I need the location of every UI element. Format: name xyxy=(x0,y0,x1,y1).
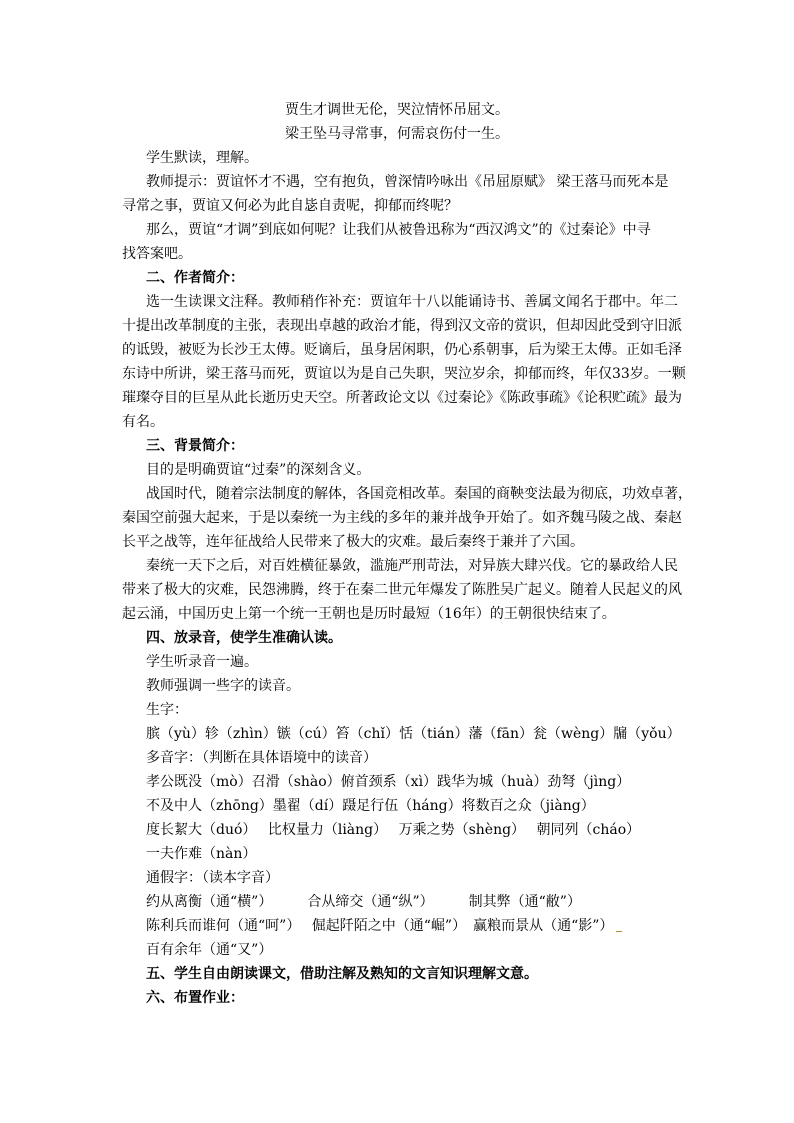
loanword-line: 百有余年（通“又”） xyxy=(146,942,273,958)
paragraph-line: 秦统一天下之后，对百姓横征暴敛，滥施严刑苛法，对异族大肆兴伐。它的暴政给人民 xyxy=(146,558,678,574)
paragraph-line: 带来了极大的灾难，民怨沸腾，终于在秦二世元年爆发了陈胜吴广起义。随着人民起义的风 xyxy=(122,582,682,598)
pronunciation-line: 孝公既没（mò）召滑（shào）俯首颈系（xì）践华为城（huà）劲弩（jìng） xyxy=(146,774,631,790)
paragraph-line: 长平之战等，连年征战给人民带来了极大的灾难。最后秦终于兼并了六国。 xyxy=(122,534,584,550)
paragraph-line: 的诋毁，被贬为长沙王太傅。贬谪后，虽身居闲职，仍心系朝事，后为梁王太傅。正如毛泽 xyxy=(122,342,682,358)
paragraph-line: 找答案吧。 xyxy=(122,246,192,262)
paragraph-line: 起云涌，中国历史上第一个统一王朝也是历时最短（16年）的王朝很快结束了。 xyxy=(122,606,616,622)
paragraph-line: 寻常之事，贾谊又何必为此自毖自责呢，抑郁而终呢？ xyxy=(122,198,458,214)
paragraph-line: 教师提示：贾谊怀才不遇，空有抱负，曾深情吟咏出《吊屈原赋》 梁王落马而死本是 xyxy=(146,174,669,190)
pronunciation-line: 一夫作难（nàn） xyxy=(146,846,257,862)
paragraph-line: 生字： xyxy=(146,702,188,718)
paragraph-line: 璀璨夺目的巨星从此长逝历史天空。所著政论文以《过秦论》《陈政事疏》《论积贮疏》最为 xyxy=(122,390,682,406)
section-heading-background: 三、背景简介： xyxy=(146,438,244,454)
paragraph-line: 学生默读，理解。 xyxy=(146,150,258,166)
section-heading-recording: 四、放录音，使学生准确认读。 xyxy=(146,630,342,646)
loanword-text: 陈利兵而谁何（通“呵”） 倔起阡陌之中（通“崛”） 赢粮而景从（通“影”） xyxy=(146,918,614,934)
paragraph-line: 教师强调一些字的读音。 xyxy=(146,678,300,694)
pronunciation-line: 膑（yù）轸（zhìn）镞（cú）笞（chǐ）恬（tián）藩（fān）瓮（wèng）牖（yǒu） xyxy=(146,726,681,742)
loanword-line: 约从离衡（通“横”） 合从缔交（通“纵”） 制其弊（通“敝”） xyxy=(146,894,581,910)
paragraph-line: 有名。 xyxy=(122,414,164,430)
paragraph-line: 学生听录音一遍。 xyxy=(146,654,258,670)
paragraph-line: 战国时代，随着宗法制度的解体，各国竞相改革。秦国的商鞅变法最为彻底，功效卓著， xyxy=(146,486,692,502)
paragraph-line: 东诗中所讲，梁王落马而死，贾谊以为是自己失职，哭泣岁余，抑郁而终，年仅33岁。一颗 xyxy=(122,366,686,382)
loanword-line xyxy=(146,914,622,938)
paragraph-line: 通假字：（读本字音） xyxy=(146,870,279,886)
underline-marker xyxy=(616,919,622,932)
paragraph-line: 目的是明确贾谊“过秦”的深刻含义。 xyxy=(146,462,371,478)
poem-line-2: 梁王坠马寻常事，何需哀伤付一生。 xyxy=(285,126,509,142)
pronunciation-line: 度长絜大（duó） 比权量力（liàng） 万乘之势（shèng） 朝同列（cháo） xyxy=(146,822,641,838)
section-heading-author: 二、作者简介： xyxy=(146,270,244,286)
pronunciation-line: 不及中人（zhōng）墨翟（dí）蹑足行伍（háng）将数百之众（jiàng） xyxy=(146,798,595,814)
paragraph-line: 秦国空前强大起来，于是以秦统一为主线的多年的兼并战争开始了。如齐魏马陵之战、秦赵 xyxy=(122,510,682,526)
poem-line-1: 贾生才调世无伦，哭泣情怀吊屈文。 xyxy=(285,102,509,118)
paragraph-line: 那么，贾谊“才调”到底如何呢？让我们从被鲁迅称为“西汉鸿文”的《过秦论》中寻 xyxy=(146,222,651,238)
paragraph-line: 多音字：（判断在具体语境中的读音） xyxy=(146,750,377,766)
paragraph-line: 选一生读课文注释。教师稍作补充：贾谊年十八以能诵诗书、善属文闻名于郡中。年二 xyxy=(146,294,678,310)
section-heading-reading: 五、学生自由朗读课文，借助注解及熟知的文言知识理解文意。 xyxy=(146,966,538,982)
section-heading-homework: 六、布置作业： xyxy=(146,990,244,1006)
paragraph-line: 十提出改革制度的主张，表现出卓越的政治才能，得到汉文帝的赏识，但却因此受到守旧派 xyxy=(122,318,682,334)
